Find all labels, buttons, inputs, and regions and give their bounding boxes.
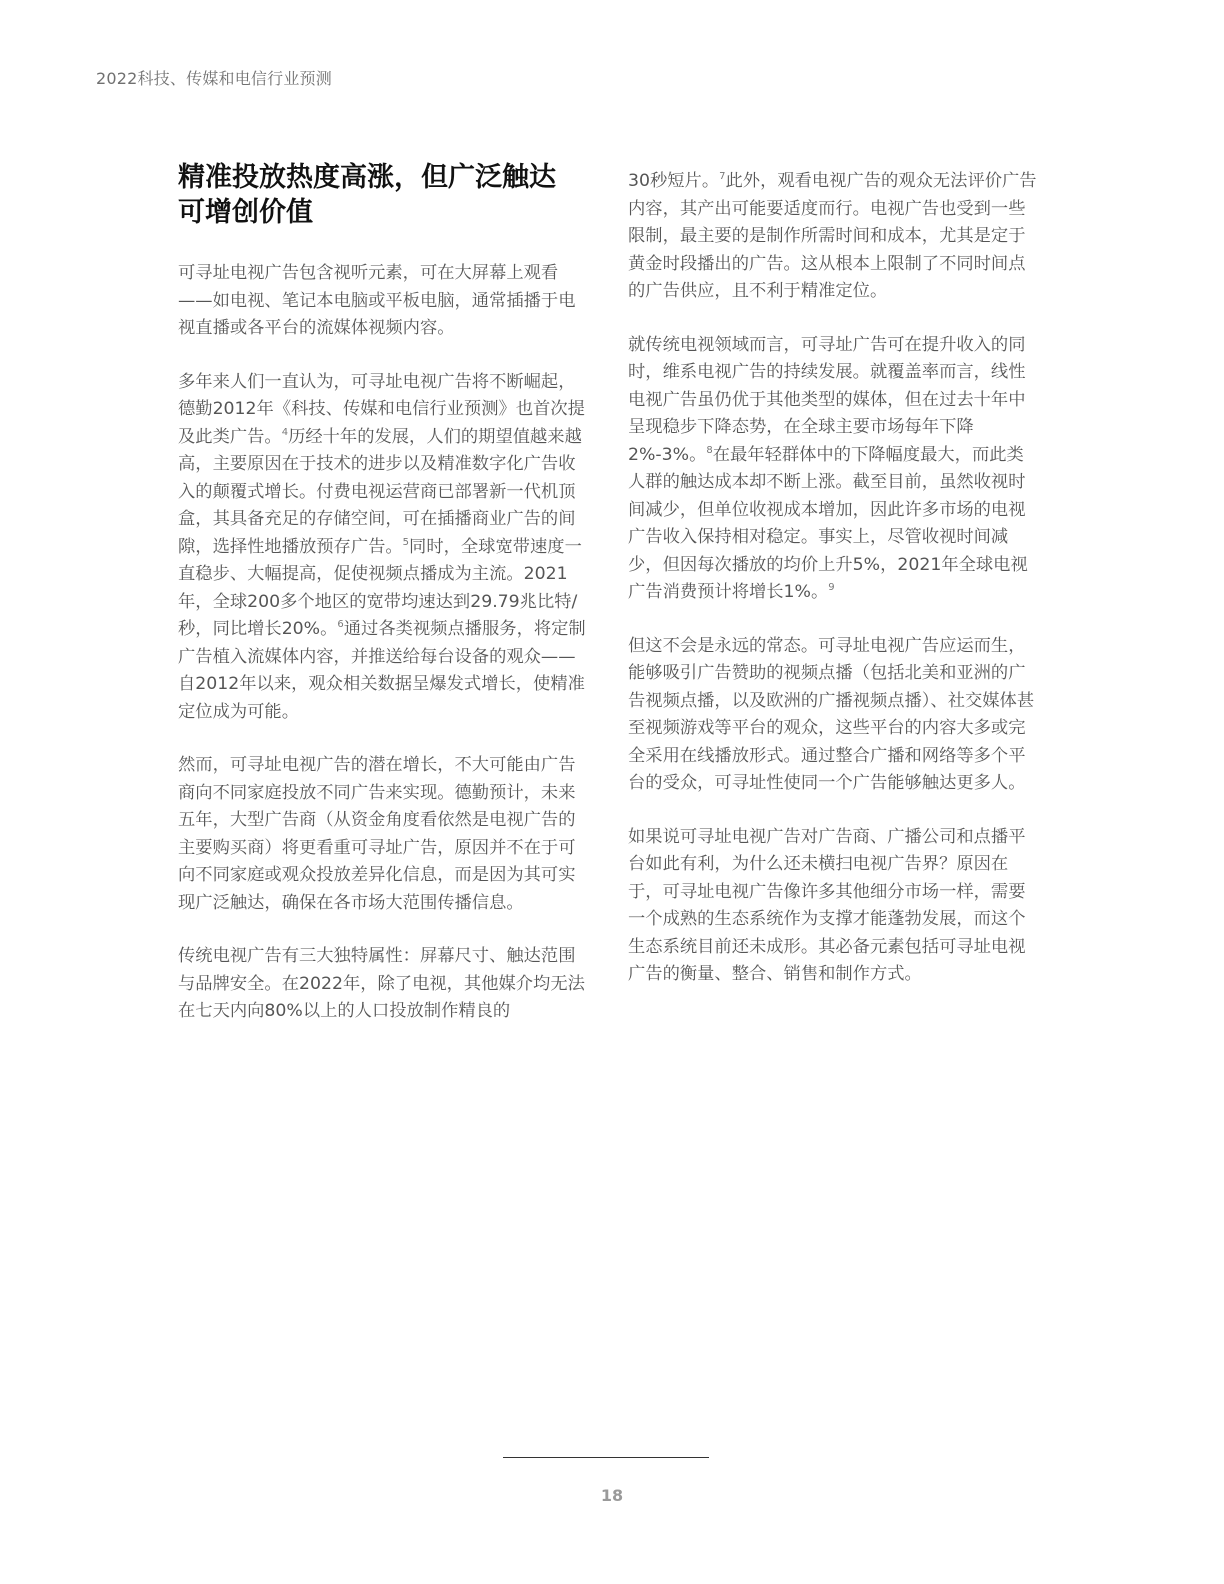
footnote-ref-4[interactable]: 4	[281, 426, 289, 438]
page-number: 18	[600, 1486, 624, 1505]
footnote-ref-6[interactable]: 6	[337, 619, 344, 631]
text-segment: 历经十年的发展，人们的期望值越来越高，主要原因在于技术的进步以及精准数字化广告收入的颠覆式增长。付费电视运营商已部署新一代机顶盒，其具备充足的存储空间，可在插播商业广告的间隙，选择性地播放预存广告。	[178, 426, 582, 557]
text-segment: 就传统电视领域而言，可寻址广告可在提升收入的同时，维系电视广告的持续发展。就覆盖率而言，线性电视广告虽仍优于其他类型的媒体，但在过去十年中呈现稳步下降态势，在全球主要市场每年下降2%-3%。	[628, 334, 1026, 465]
paragraph-platforms: 但这不会是永远的常态。可寻址电视广告应运而生，能够吸引广告赞助的视频点播（包括北美和亚洲的广告视频点播，以及欧洲的广播视频点播）、社交媒体甚至视频游戏等平台的观众，这些平台的内容大多或完全采用在线播放形式。通过整合广播和网络等多个平台的受众，可寻址性使同一个广告能够触达更多人。	[628, 635, 1035, 793]
section-title	[178, 160, 588, 230]
paragraph-limits	[628, 168, 1038, 306]
footnote-ref-7[interactable]: 7	[719, 171, 726, 183]
paragraph-growth: 然而，可寻址电视广告的潜在增长，不大可能由广告商向不同家庭投放不同广告来实现。德勤预计，未来五年，大型广告商（从资金角度看依然是电视广告的主要购买商）将更看重可寻址广告，原因并不在于可向不同家庭或观众投放差异化信息，而是因为其可实现广泛触达，确保在各市场大范围传播信息。	[178, 755, 576, 913]
running-header: 2022科技、传媒和电信行业预测	[96, 69, 332, 88]
paragraph-traditional: 传统电视广告有三大独特属性：屏幕尺寸、触达范围与品牌安全。在2022年，除了电视，其他媒介均无法在七天内向80%以上的人口投放制作精良的	[178, 946, 585, 1021]
paragraph-intro: 可寻址电视广告包含视听元素，可在大屏幕上观看——如电视、笔记本电脑或平板电脑，通常插播于电视直播或各平台的流媒体视频内容。	[178, 263, 576, 338]
footer-divider	[503, 1457, 709, 1458]
footnote-ref-9[interactable]: 9	[828, 582, 835, 594]
text-segment: 通过各类视频点播服务，将定制广告植入流媒体内容，并推送给每台设备的观众——自2012年以来，观众相关数据呈爆发式增长，使精准定位成为可能。	[178, 619, 586, 722]
text-segment: 此外，观看电视广告的观众无法评价广告内容，其产出可能要适度而行。电视广告也受到一些限制，最主要的是制作所需时间和成本，尤其是定于黄金时段播出的广告。这从根本上限制了不同时间点的广告供应，且不利于精准定位。	[628, 171, 1037, 301]
section-title-line2: 可增创价值	[178, 197, 313, 228]
text-segment: 在最年轻群体中的下降幅度最大，而此类人群的触达成本却不断上涨。截至目前，虽然收视时间减少，但单位收视成本增加，因此许多市场的电视广告收入保持相对稳定。事实上，尽管收视时间减少，但因每次播放的均价上升5%，2021年全球电视广告消费预计将增长1%。	[628, 444, 1028, 602]
footnote-ref-5[interactable]: 5	[402, 536, 410, 548]
paragraph-ecosystem: 如果说可寻址电视广告对广告商、广播公司和点播平台如此有利，为什么还未横扫电视广告界？原因在于，可寻址电视广告像许多其他细分市场一样，需要一个成熟的生态系统作为支撑才能蓬勃发展，而这个生态系统目前还未成形。其必备元素包括可寻址电视广告的衡量、整合、销售和制作方式。	[628, 826, 1026, 984]
text-segment: 同时，全球宽带速度一直稳步、大幅提高，促使视频点播成为主流。2021年，全球200多个地区的宽带均速达到29.79兆比特/秒，同比增长20%。	[178, 536, 582, 639]
paragraph-history	[178, 369, 588, 727]
text-segment: 30秒短片。	[628, 171, 720, 191]
right-column	[628, 168, 1038, 1015]
section-title-line1: 精准投放热度高涨，但广泛触达	[178, 162, 556, 193]
left-column	[178, 160, 588, 1052]
footnote-ref-8[interactable]: 8	[706, 444, 713, 456]
paragraph-reach	[628, 332, 1038, 607]
text-segment: 多年来人们一直认为，可寻址电视广告将不断崛起，德勤2012年《科技、传媒和电信行业预测》也首次提及此类广告。	[178, 371, 585, 447]
